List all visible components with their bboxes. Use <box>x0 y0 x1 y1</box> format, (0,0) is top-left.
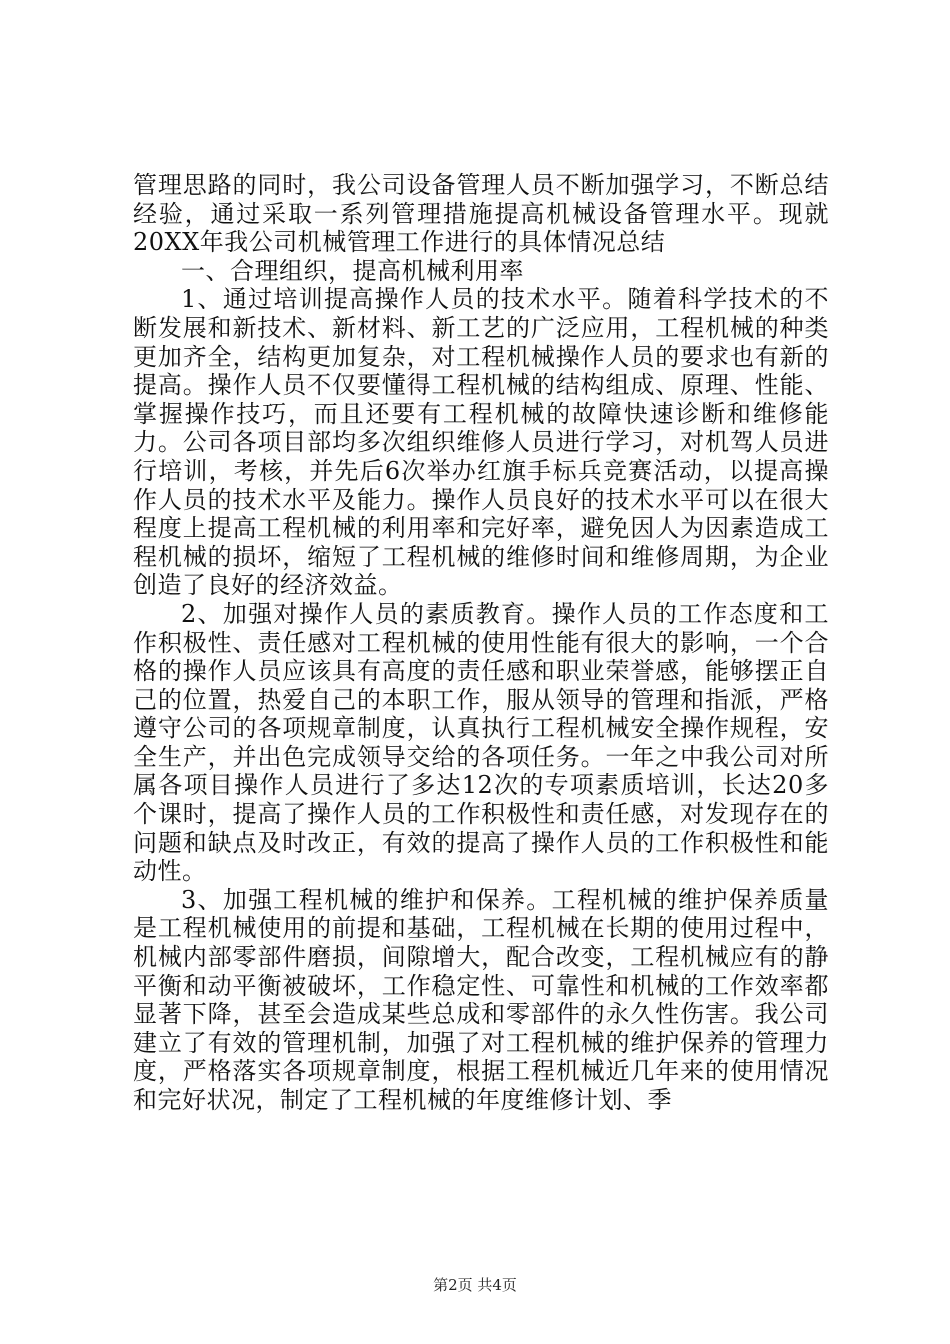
paragraph-item-1: 1、通过培训提高操作人员的技术水平。随着科学技术的不断发展和新技术、新材料、新工艺的广泛应用，工程机械的种类更加齐全，结构更加复杂，对工程机械操作人员的要求也有新的提高。操作人员不仅要懂得工程机械的结构组成、原理、性能、掌握操作技巧，而且还要有工程机械的故障快速诊断和维修能力。公司各项目部均多次组织维修人员进行学习，对机驾人员进行培训，考核，并先后6次举办红旗手标兵竞赛活动，以提高操作人员的技术水平及能力。操作人员良好的技术水平可以在很大程度上提高工程机械的利用率和完好率，避免因人为因素造成工程机械的损坏，缩短了工程机械的维修时间和维修周期，为企业创造了良好的经济效益。 <box>133 285 829 600</box>
document-body <box>133 171 829 1115</box>
page-number-footer: 第2页 共4页 <box>433 1276 517 1294</box>
paragraph-intro-continuation: 管理思路的同时，我公司设备管理人员不断加强学习，不断总结经验，通过采取一系列管理措施提高机械设备管理水平。现就20XX年我公司机械管理工作进行的具体情况总结 <box>133 171 829 257</box>
paragraph-item-2: 2、加强对操作人员的素质教育。操作人员的工作态度和工作积极性、责任感对工程机械的使用性能有很大的影响，一个合格的操作人员应该具有高度的责任感和职业荣誉感，能够摆正自己的位置，热爱自己的本职工作，服从领导的管理和指派，严格遵守公司的各项规章制度，认真执行工程机械安全操作规程，安全生产，并出色完成领导交给的各项任务。一年之中我公司对所属各项目操作人员进行了多达12次的专项素质培训，长达20多个课时，提高了操作人员的工作积极性和责任感，对发现存在的问题和缺点及时改正，有效的提高了操作人员的工作积极性和能动性。 <box>133 599 829 886</box>
paragraph-item-3: 3、加强工程机械的维护和保养。工程机械的维护保养质量是工程机械使用的前提和基础，工程机械在长期的使用过程中，机械内部零部件磨损，间隙增大，配合改变，工程机械应有的静平衡和动平衡被破坏，工作稳定性、可靠性和机械的工作效率都显著下降，甚至会造成某些总成和零部件的永久性伤害。我公司建立了有效的管理机制，加强了对工程机械的维护保养的管理力度，严格落实各项规章制度，根据工程机械近几年来的使用情况和完好状况，制定了工程机械的年度维修计划、季 <box>133 885 829 1114</box>
section-heading-1: 一、合理组织，提高机械利用率 <box>181 256 524 285</box>
